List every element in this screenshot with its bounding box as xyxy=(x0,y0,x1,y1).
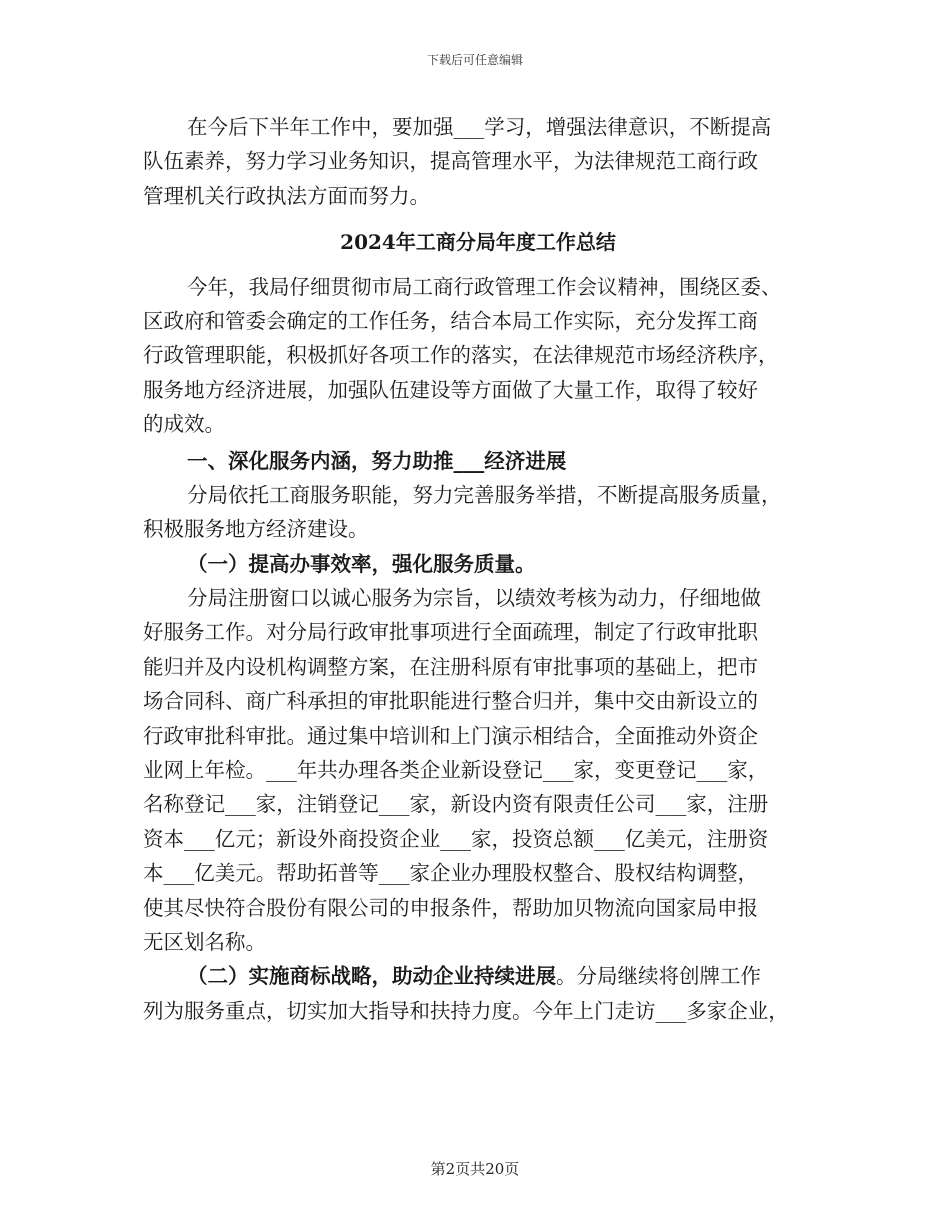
subsection-heading-1: （一）提高办事效率，强化服务质量。 xyxy=(187,551,536,576)
text-line: 列为服务重点，切实加大指导和扶持力度。今年上门走访___多家企业， xyxy=(143,998,789,1023)
text-line: 本___亿美元。帮助拓普等___家企业办理股权整合、股权结构调整， xyxy=(143,861,758,886)
subsection-heading-2: （二）实施商标战略，助动企业持续进展 xyxy=(187,964,556,989)
paragraph-service xyxy=(143,478,813,547)
text-line: 行政审批科审批。通过集中培训和上门演示相结合，全面推动外资企 xyxy=(143,723,758,748)
text-line: 今年，我局仔细贯彻市局工商行政管理工作会议精神，围绕区委、 xyxy=(187,274,782,299)
text-line: 积极服务地方经济建设。 xyxy=(143,517,369,542)
page-footer: 第2页共20页 xyxy=(430,1160,520,1178)
text-line: 在今后下半年工作中，要加强___学习，增强法律意识，不断提高 xyxy=(187,115,772,139)
text-line: 无区划名称。 xyxy=(143,929,266,954)
document-title: 2024年工商分局年度工作总结 xyxy=(340,230,616,255)
text-line: 好服务工作。对分局行政审批事项进行全面疏理，制定了行政审批职 xyxy=(143,620,758,645)
page-header: 下载后可任意编辑 xyxy=(426,53,523,67)
text-line: 分局注册窗口以诚心服务为宗旨，以绩效考核为动力，仔细地做 xyxy=(187,586,761,611)
paragraph-trademark xyxy=(143,959,813,1028)
text-line: 能归并及内设机构调整方案，在注册科原有审批事项的基础上，把市 xyxy=(143,654,758,679)
text-line: 队伍素养，努力学习业务知识，提高管理水平，为法律规范工商行政 xyxy=(143,149,758,174)
document-body xyxy=(143,110,813,1028)
text-line xyxy=(143,959,813,993)
intro-paragraph xyxy=(143,110,813,213)
text-line: 场合同科、商广科承担的审批职能进行整合归并，集中交由新设立的 xyxy=(143,689,758,714)
text-line: 服务地方经济进展，加强队伍建设等方面做了大量工作，取得了较好 xyxy=(143,377,758,402)
text-line: 资本___亿元；新设外商投资企业___家，投资总额___亿美元，注册资 xyxy=(143,826,769,851)
text-line: 分局依托工商服务职能，努力完善服务举措，不断提高服务质量， xyxy=(187,482,782,507)
text-line: 行政管理职能，积极抓好各项工作的落实，在法律规范市场经济秩序， xyxy=(143,343,779,368)
text-line: 名称登记___家，注销登记___家，新设内资有限责任公司___家，注册 xyxy=(143,792,769,817)
paragraph-overview xyxy=(143,270,813,442)
text-line: 业网上年检。___年共办理各类企业新设登记___家，变更登记___家， xyxy=(143,758,769,783)
text-line: 管理机关行政执法方面而努力。 xyxy=(143,183,430,208)
text-line: 的成效。 xyxy=(143,412,225,437)
text-line: 区政府和管委会确定的工作任务，结合本局工作实际，充分发挥工商 xyxy=(143,308,758,333)
text-line: 使其尽快符合股份有限公司的申报条件，帮助加贝物流向国家局申报 xyxy=(143,895,758,920)
section-heading-1: 一、深化服务内涵，努力助推___经济进展 xyxy=(187,448,567,473)
inline-text: 。分局继续将创牌工作 xyxy=(556,964,761,989)
paragraph-efficiency xyxy=(143,581,813,959)
